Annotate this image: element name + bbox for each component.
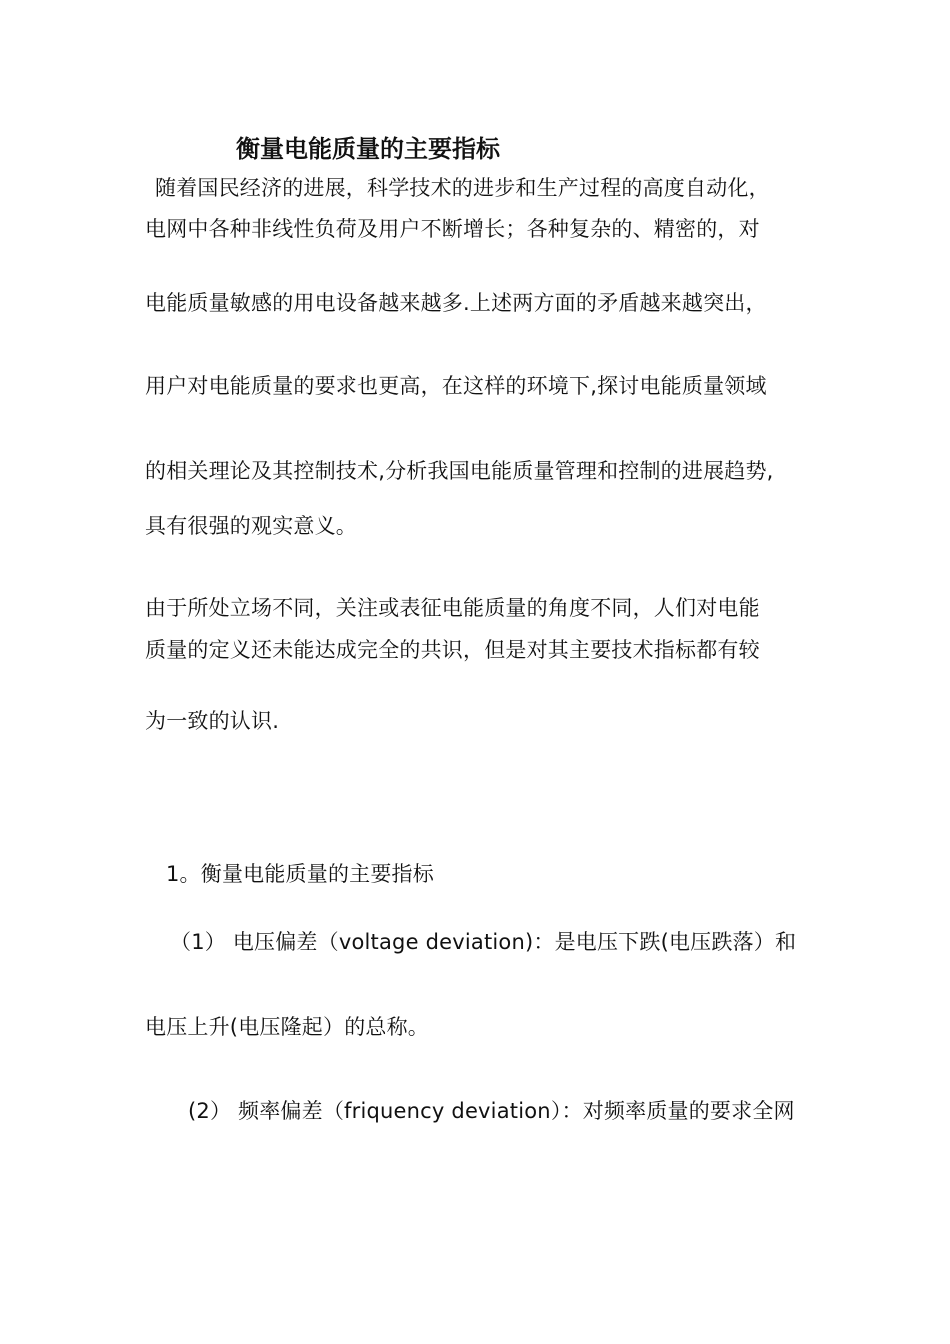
paragraph-line: 用户对电能质量的要求也更高，在这样的环境下,探讨电能质量领域: [145, 374, 767, 398]
list-item-line: (2） 频率偏差（friquency deviation）：对频率质量的要求全网: [188, 1099, 795, 1123]
paragraph-line: 的相关理论及其控制技术,分析我国电能质量管理和控制的进展趋势,: [145, 459, 774, 483]
paragraph-line: 随着国民经济的进展，科学技术的进步和生产过程的高度自动化，: [155, 176, 770, 200]
section-heading: 1。衡量电能质量的主要指标: [166, 862, 434, 886]
paragraph-line: 具有很强的观实意义。: [145, 514, 357, 538]
paragraph-line: 由于所处立场不同，关注或表征电能质量的角度不同，人们对电能: [145, 596, 760, 620]
paragraph-line: 电网中各种非线性负荷及用户不断增长；各种复杂的、精密的，对: [145, 217, 760, 241]
paragraph-line: 为一致的认识.: [145, 709, 280, 733]
document-title: 衡量电能质量的主要指标: [236, 135, 500, 163]
list-item-line: 电压上升(电压隆起）的总称。: [145, 1015, 429, 1039]
list-item-line: （1） 电压偏差（voltage deviation)：是电压下跌(电压跌落）和: [170, 930, 797, 954]
paragraph-line: 质量的定义还未能达成完全的共识，但是对其主要技术指标都有较: [145, 638, 760, 662]
paragraph-line: 电能质量敏感的用电设备越来越多.上述两方面的矛盾越来越突出，: [145, 291, 767, 315]
